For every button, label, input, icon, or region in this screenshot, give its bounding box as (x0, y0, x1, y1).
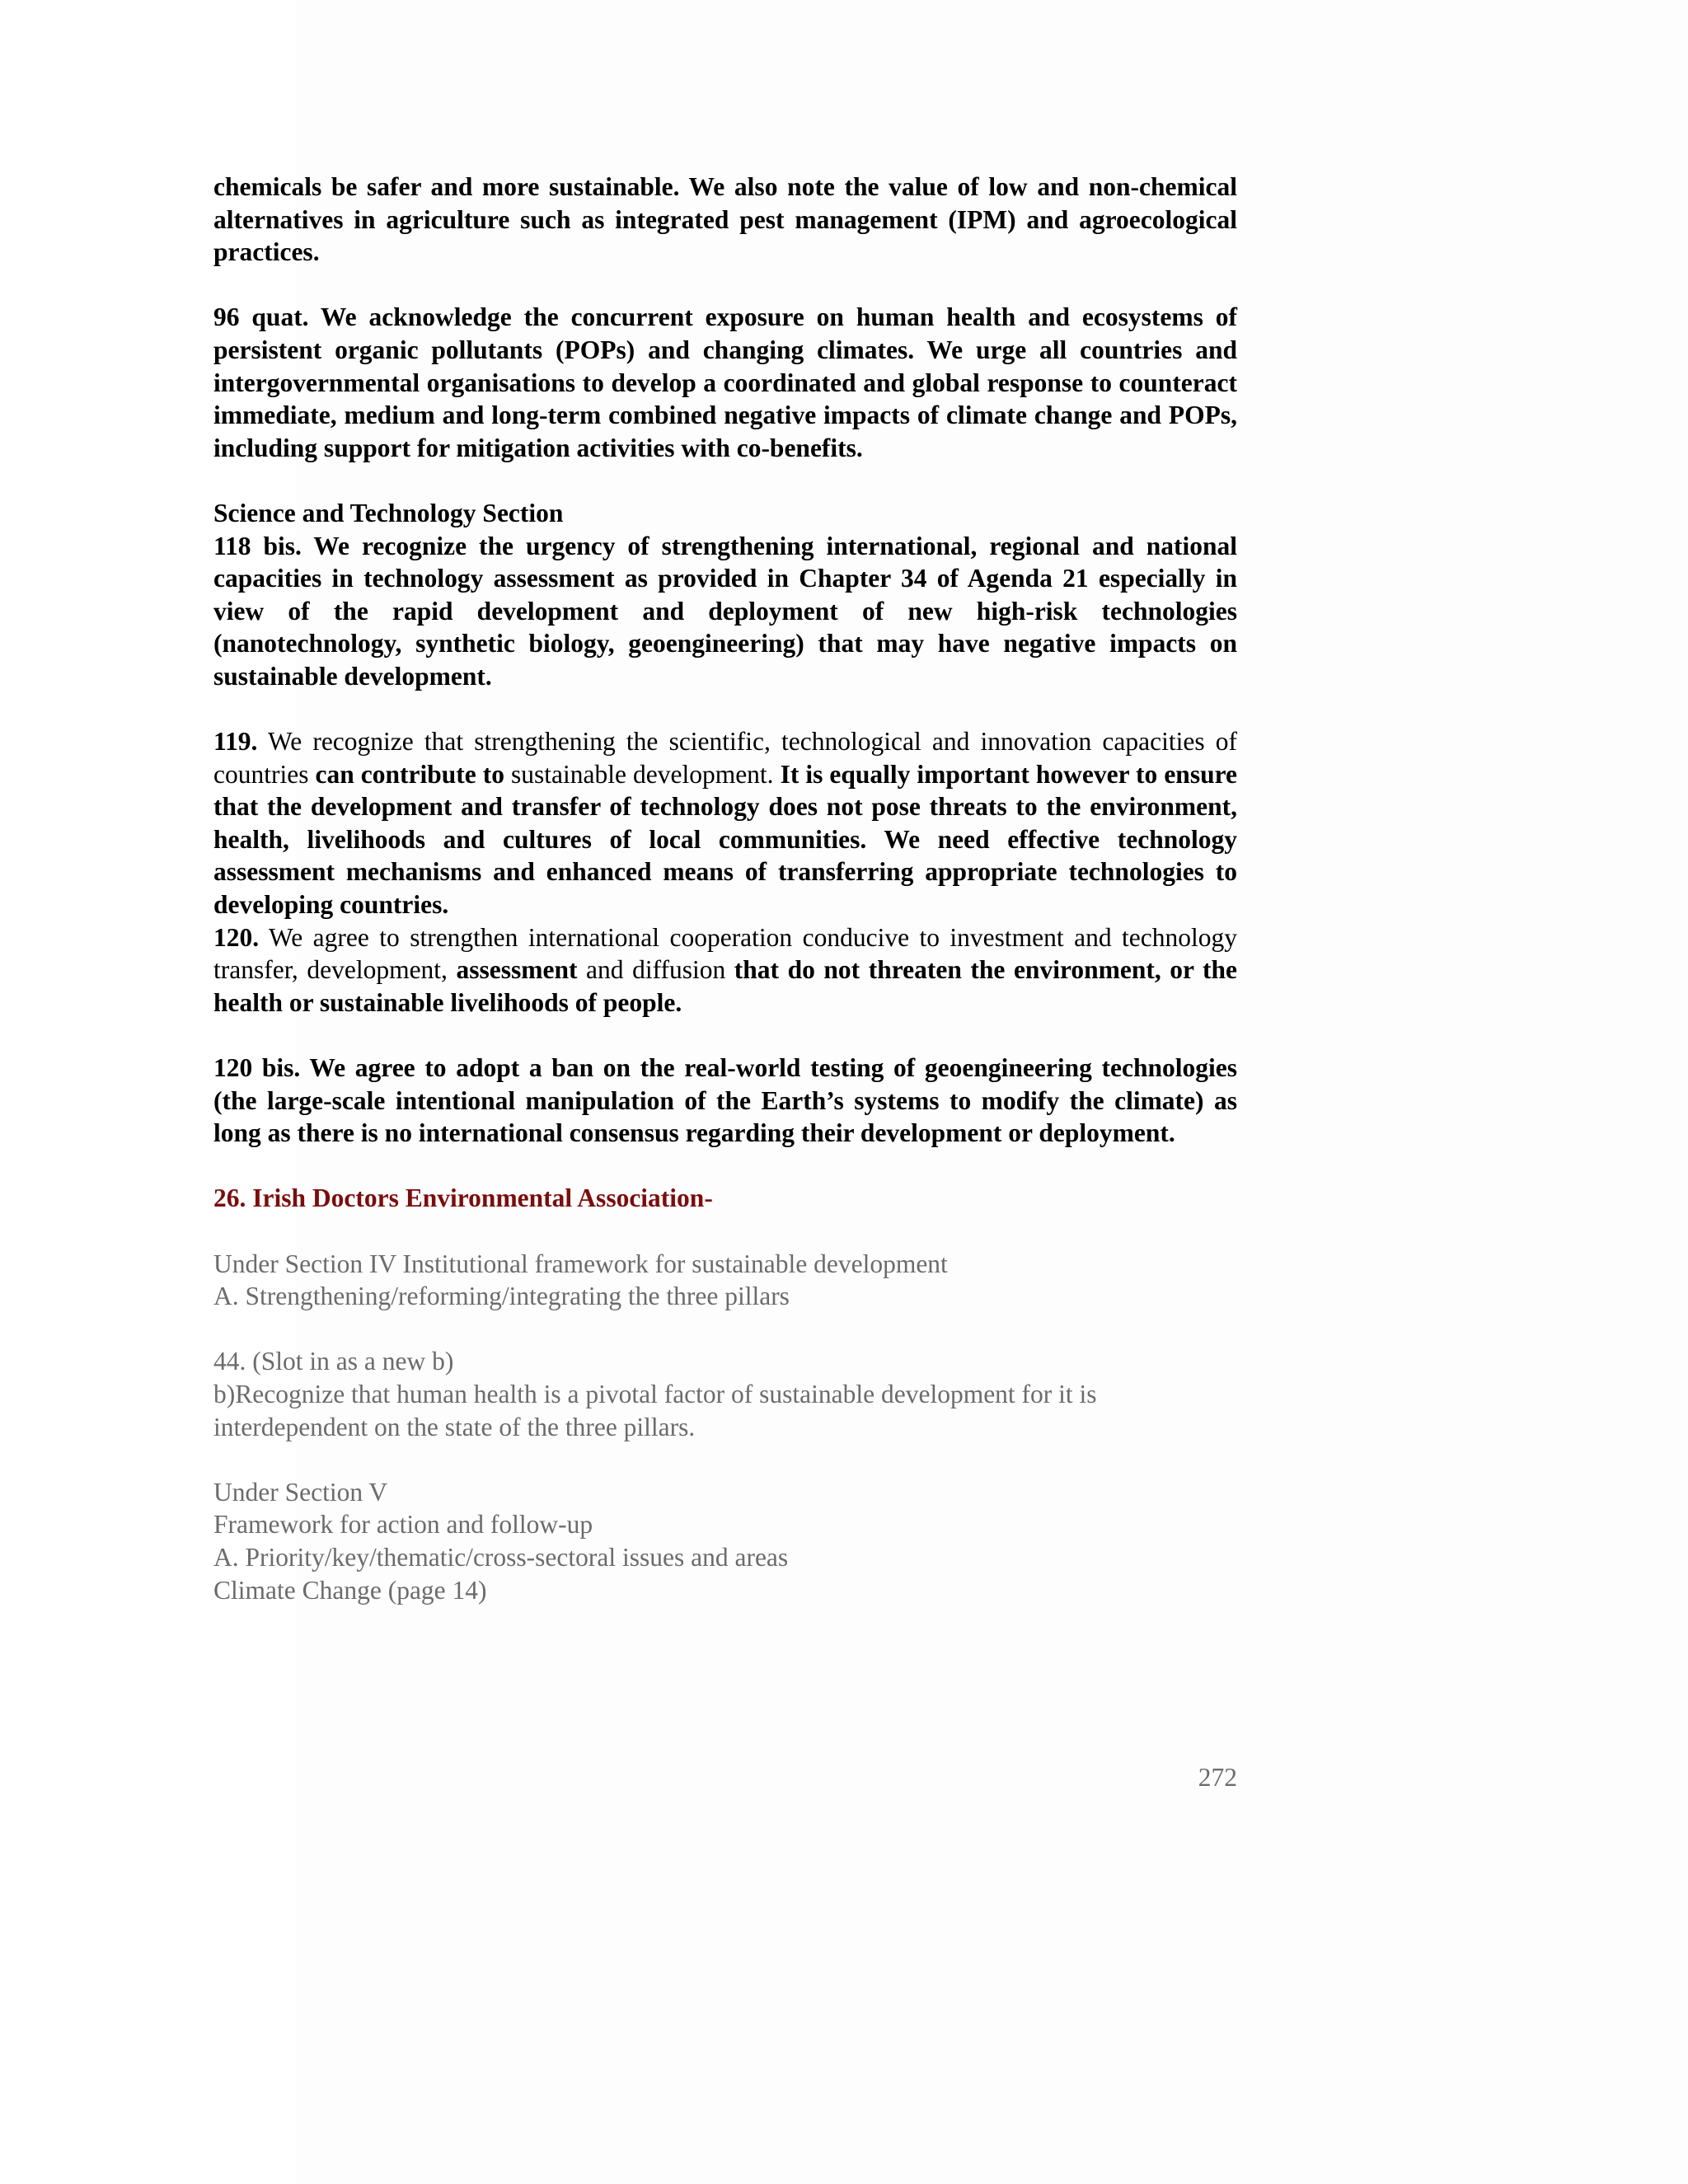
paragraph-119 (213, 725, 1237, 921)
paragraph-emphasis: It is equally important however to ensure that the development and transfer of technology does not pose threats to the environment, health, livelihoods and cultures of local communities. We need effective technology assessment mechanisms and enhanced means of transferring appropriate technologies to developing countries. (213, 759, 1237, 920)
grey-line: 44. (Slot in as a new b) (213, 1347, 454, 1376)
paragraph-120 (213, 921, 1237, 1019)
grey-line: interdependent on the state of the three pillars. (213, 1412, 696, 1441)
grey-line: Under Section V (213, 1477, 388, 1507)
paragraph-number: 120. (213, 922, 260, 952)
grey-line: Framework for action and follow-up (213, 1510, 593, 1540)
paragraph-text: We recognize that strengthening the scientific, technological and innovation capacities of countries (213, 727, 1237, 789)
grey-line: Climate Change (page 14) (213, 1575, 487, 1605)
paragraph-120-bis: 120 bis. We agree to adopt a ban on the real-world testing of geoengineering technologies (the large-scale intentional manipulation of the Earth’s systems to modify the climate) as long as there is no international consensus regarding their development or deployment. (213, 1053, 1237, 1148)
organization-heading: 26. Irish Doctors Environmental Association- (213, 1183, 713, 1213)
grey-line: A. Strengthening/reforming/integrating the three pillars (213, 1282, 790, 1311)
paragraph-96-quat: 96 quat. We acknowledge the concurrent exposure on human health and ecosystems of persistent organic pollutants (POPs) and changing climates. We urge all countries and intergovernmental organisations to develop a coordinated and global response to counteract immediate, medium and long-term combined negative impacts of climate change and POPs, including support for mitigation activities with co-benefits. (213, 302, 1237, 462)
paragraph-emphasis: can contribute to (315, 759, 504, 789)
paragraph-text: and diffusion (577, 955, 734, 985)
paragraph-118-bis: 118 bis. We recognize the urgency of strengthening international, regional and national capacities in technology assessment as provided in Chapter 34 of Agenda 21 especially in view of the rapid development and deployment of new high-risk technologies (nanotechnology, synthetic biology, geoengineering) that may have negative impacts on sustainable development. (213, 531, 1237, 691)
grey-line: Under Section IV Institutional framework for sustainable development (213, 1249, 948, 1278)
paragraph-emphasis: that do not threaten the environment, or the health or sustainable livelihoods of people. (213, 955, 1237, 1017)
grey-line: b)Recognize that human health is a pivotal factor of sustainable development for it is (213, 1379, 1097, 1408)
section-heading-science-technology: Science and Technology Section (213, 498, 564, 527)
paragraph-chemicals: chemicals be safer and more sustainable. We also note the value of low and non-chemical alternatives in agriculture such as integrated pest management (IPM) and agroecological practices. (213, 172, 1237, 267)
page-number: 272 (1198, 1763, 1237, 1792)
paragraph-text: sustainable development. (504, 759, 781, 789)
document-page (213, 171, 1237, 1606)
paragraph-text: We agree to strengthen international cooperation conducive to investment and technology transfer, development, (213, 922, 1237, 985)
paragraph-number: 119. (213, 727, 258, 757)
grey-line: A. Priority/key/thematic/cross-sectoral issues and areas (213, 1542, 789, 1572)
paragraph-emphasis: assessment (456, 955, 578, 985)
